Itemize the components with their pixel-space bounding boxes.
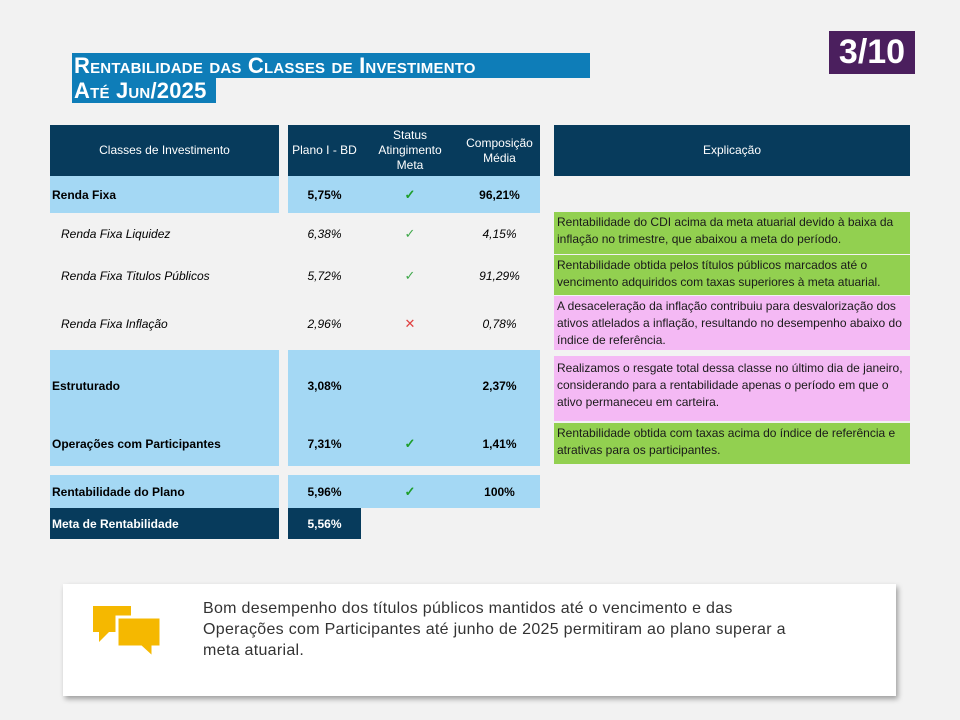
row-meta-plano: 5,56% <box>288 508 361 539</box>
row-inflacao-composicao: 0,78% <box>482 317 517 331</box>
explanation-operacoes: Rentabilidade obtida com taxas acima do índice de referência e atrativas para os participantes. <box>554 423 910 464</box>
explanation-titulos: Rentabilidade obtida pelos títulos públicos marcados até o vencimento adquiridos com taxas superiores à meta atuarial. <box>554 255 910 295</box>
row-rentabilidade-composicao: 100% <box>484 484 515 499</box>
summary-note <box>63 584 896 696</box>
row-titulos-name: Renda Fixa Titulos Públicos <box>61 269 210 283</box>
title-line-1: Rentabilidade das Classes de Investimento <box>72 53 590 78</box>
row-titulos-composicao: 91,29% <box>479 269 520 283</box>
row-operacoes-plano: 7,31% <box>307 437 342 451</box>
summary-note-text: Bom desempenho dos títulos públicos mantidos até o vencimento e das Operações com Participantes até junho de 2025 permitiram ao plano superar a meta atuarial. <box>203 600 786 659</box>
row-inflacao-name: Renda Fixa Inflação <box>61 317 168 331</box>
chat-bubbles-icon <box>91 604 165 660</box>
row-estruturado-plano: 3,08% <box>307 379 342 393</box>
explanation-liquidez: Rentabilidade do CDI acima da meta atuarial devido à baixa da inflação no trimestre, que abaixou a meta do período. <box>554 212 910 254</box>
row-operacoes-composicao: 1,41% <box>482 437 517 451</box>
row-operacoes-name: Operações com Participantes <box>52 437 221 451</box>
row-liquidez-name: Renda Fixa Liquidez <box>61 227 171 241</box>
row-liquidez-plano: 6,38% <box>307 227 342 241</box>
header-composicao: Composição Média <box>459 125 540 176</box>
explanation-estruturado: Realizamos o resgate total dessa classe no último dia de janeiro, considerando para a rentabilidade apenas o período em que o ativo permaneceu em carteira. <box>554 356 910 421</box>
row-meta-name: Meta de Rentabilidade <box>50 508 279 539</box>
row-inflacao-plano: 2,96% <box>307 317 342 331</box>
row-operacoes-status-check-icon: ✓ <box>404 436 416 451</box>
header-classes: Classes de Investimento <box>50 125 279 176</box>
row-liquidez-composicao: 4,15% <box>482 227 517 241</box>
page-number-badge: 3/10 <box>829 31 915 74</box>
row-renda-fixa-composicao: 96,21% <box>479 187 520 202</box>
row-rentabilidade-name: Rentabilidade do Plano <box>50 475 279 508</box>
row-renda-fixa-name: Renda Fixa <box>50 176 279 213</box>
header-plano: Plano I - BD <box>288 125 361 176</box>
row-titulos-plano: 5,72% <box>307 269 342 283</box>
header-explicacao: Explicação <box>554 125 910 176</box>
row-renda-fixa-status-check-icon: ✓ <box>404 186 416 202</box>
row-rentabilidade-plano: 5,96% <box>307 484 342 499</box>
row-titulos-status-check-icon: ✓ <box>404 268 416 283</box>
title-line-2: Até Jun/2025 <box>72 78 216 103</box>
row-estruturado-name: Estruturado <box>52 379 121 393</box>
row-rentabilidade-status-check-icon: ✓ <box>404 483 416 499</box>
row-estruturado-composicao: 2,37% <box>482 379 517 393</box>
page-title <box>72 53 590 103</box>
row-inflacao-status-cross-icon: ✕ <box>404 316 416 331</box>
header-status: Status Atingimento Meta <box>361 125 459 176</box>
explanation-inflacao: A desaceleração da inflação contribuiu para desvalorização dos ativos atlelados a inflação, resultando no desempenho abaixo do índice de referência. <box>554 296 910 350</box>
row-renda-fixa-plano: 5,75% <box>307 187 342 202</box>
row-liquidez-status-check-icon: ✓ <box>404 226 416 241</box>
